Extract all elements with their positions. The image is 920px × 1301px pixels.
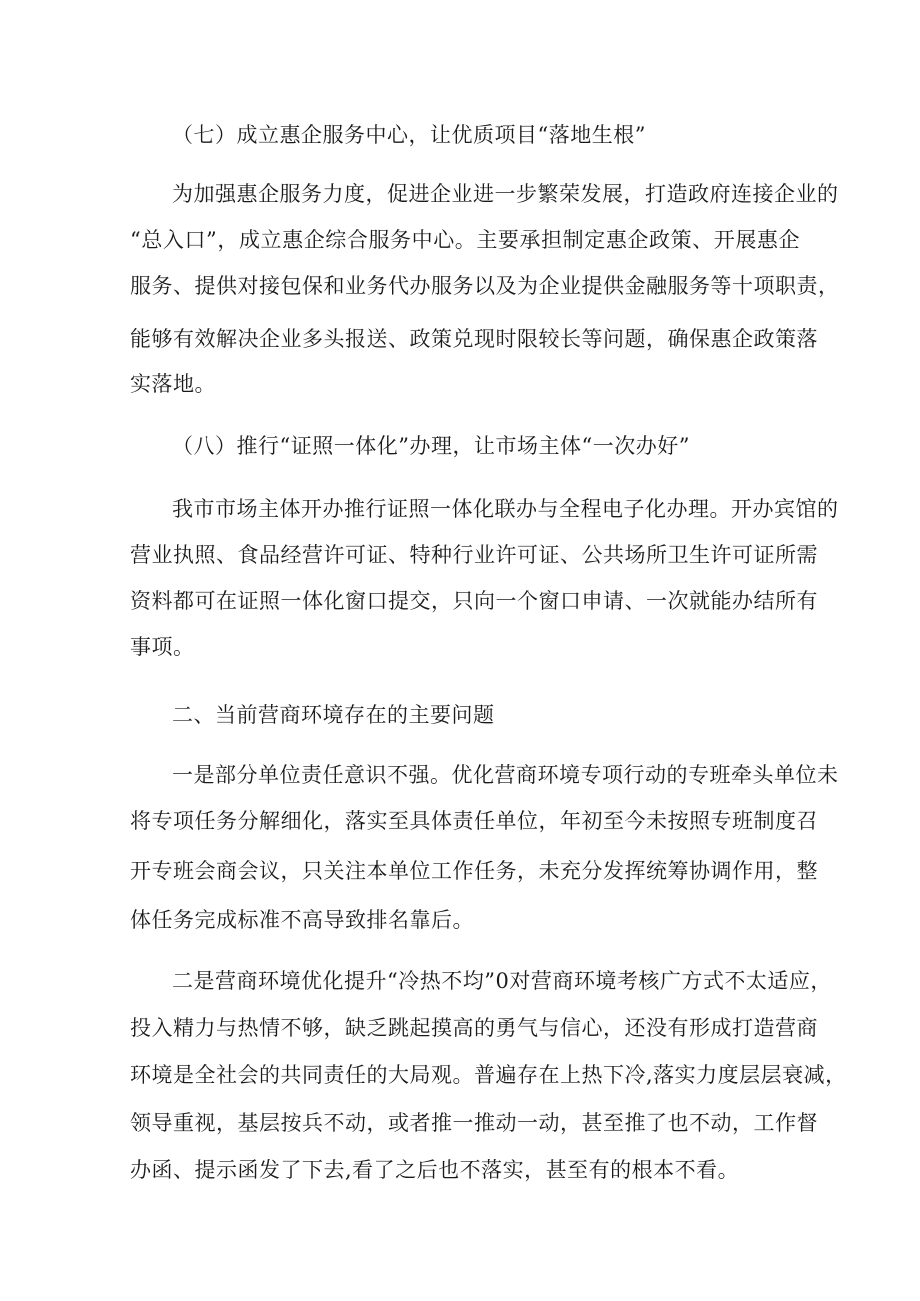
paragraph-line: 我市市场主体开办推行证照一体化联办与全程电子化办理。开办宾馆的: [172, 497, 839, 521]
section-heading-2: 二、当前营商环境存在的主要问题: [172, 703, 495, 727]
paragraph-line: 开专班会商会议，只关注本单位工作任务，未充分发挥统筹协调作用，整: [130, 859, 818, 883]
paragraph-line: 事项。: [130, 635, 195, 659]
paragraph-line: 将专项任务分解细化，落实至具体责任单位，年初至今未按照专班制度召: [130, 809, 818, 833]
paragraph-line: 服务、提供对接包保和业务代办服务以及为企业提供金融服务等十项职责，: [130, 274, 840, 298]
section-heading-8: （八）推行“证照一体化”办理，让市场主体“一次办好”: [172, 434, 690, 458]
paragraph-line: 二是营商环境优化提升“冷热不均”0对营商环境考核广方式不太适应，: [172, 969, 832, 993]
paragraph-line: 资料都可在证照一体化窗口提交，只向一个窗口申请、一次就能办结所有: [130, 589, 818, 613]
paragraph-line: “总入口”，成立惠企综合服务中心。主要承担制定惠企政策、开展惠企: [130, 228, 800, 252]
paragraph-line: 环境是全社会的共同责任的大局观。普遍存在上热下冷,落实力度层层衰减，: [130, 1063, 847, 1087]
paragraph-line: 领导重视，基层按兵不动，或者推一推动一动，甚至推了也不动，工作督: [130, 1111, 818, 1135]
paragraph-line: 能够有效解决企业多头报送、政策兑现时限较长等问题，确保惠企政策落: [130, 327, 818, 351]
paragraph-line: 营业执照、食品经营许可证、特种行业许可证、公共场所卫生许可证所需: [130, 543, 818, 567]
paragraph-line: 体任务完成标准不高导致排名靠后。: [130, 908, 474, 932]
paragraph-line: 办函、提示函发了下去,看了之后也不落实，甚至有的根本不看。: [130, 1158, 740, 1182]
paragraph-line: 实落地。: [130, 372, 216, 396]
paragraph-line: 为加强惠企服务力度，促进企业进一步繁荣发展，打造政府连接企业的: [172, 182, 839, 206]
section-heading-7: （七）成立惠企服务中心，让优质项目“落地生根”: [172, 123, 646, 147]
paragraph-line: 一是部分单位责任意识不强。优化营商环境专项行动的专班牵头单位未: [172, 763, 839, 787]
paragraph-line: 投入精力与热情不够，缺乏跳起摸高的勇气与信心，还没有形成打造营商: [130, 1016, 818, 1040]
